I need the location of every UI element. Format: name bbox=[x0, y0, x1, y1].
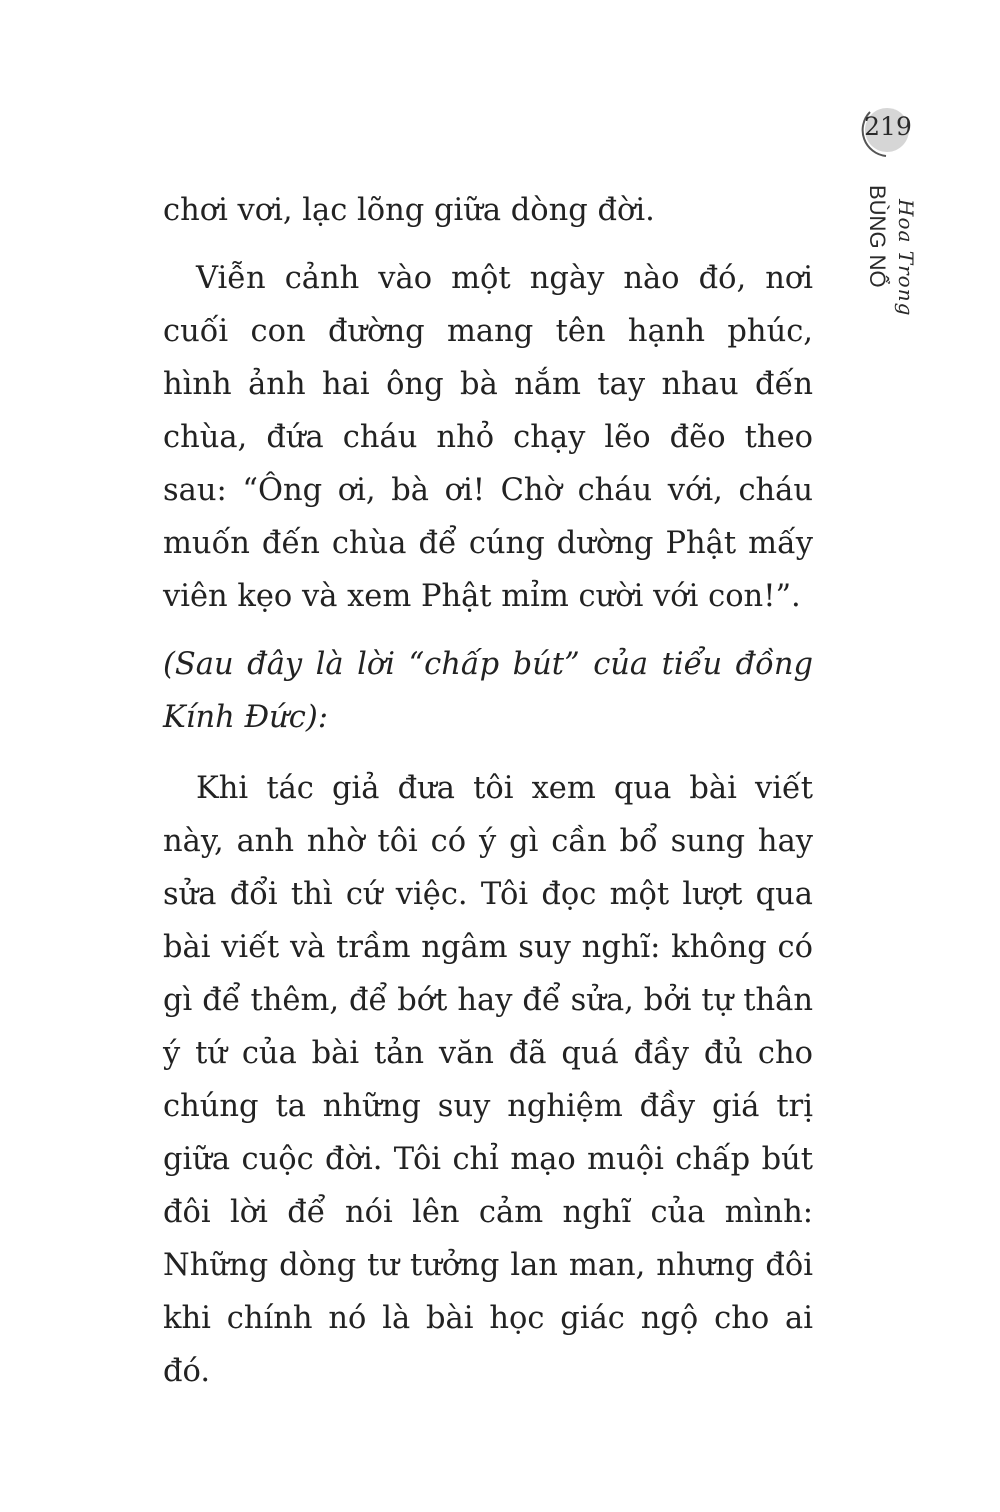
paragraph-vision: Viễn cảnh vào một ngày nào đó, nơi cuối con đường mang tên hạnh phúc, hình ảnh hai ông bà nắm tay nhau đến chùa, đứa cháu nhỏ chạy lẽo đẽo theo sau: “Ông ơi, bà ơi! Chờ cháu với, cháu muốn đến chùa để cúng dường Phật mấy viên kẹo và xem Phật mỉm cười với con!”. bbox=[163, 261, 813, 614]
running-head-title: BÙNG NỔ bbox=[865, 185, 890, 288]
running-head-series: Hoa Trong bbox=[894, 199, 918, 317]
paragraph-continuation: chơi vơi, lạc lõng giữa dòng đời. bbox=[163, 193, 655, 228]
page-number: 219 bbox=[864, 112, 912, 141]
page-number-badge bbox=[858, 100, 918, 160]
paragraph-commentary: Khi tác giả đưa tôi xem qua bài viết này, anh nhờ tôi có ý gì cần bổ sung hay sửa đổi thì cứ việc. Tôi đọc một lượt qua bài viết và trầm ngâm suy nghĩ: không có gì để thêm, để bớt hay để sửa, bởi tự thân ý tứ của bài tản văn đã quá đầy đủ cho chúng ta những suy nghiệm đầy giá trị giữa cuộc đời. Tôi chỉ mạo muội chấp bút đôi lời để nói lên cảm nghĩ của mình: Những dòng tư tưởng lan man, nhưng đôi khi chính nó là bài học giác ngộ cho ai đó. bbox=[163, 771, 813, 1389]
running-head bbox=[858, 185, 926, 317]
paragraph-editor-note: (Sau đây là lời “chấp bút” của tiểu đồng Kính Đức): bbox=[163, 647, 813, 735]
